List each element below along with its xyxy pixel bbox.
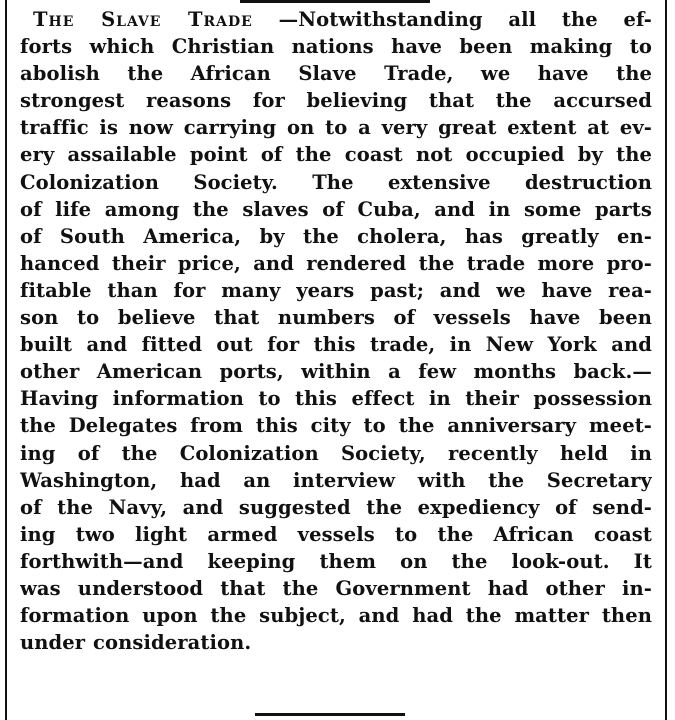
bottom-rule: [255, 713, 405, 716]
column-right-edge: [665, 0, 667, 720]
article-line-3: abolish the African Slave Trade, we have the: [20, 62, 652, 86]
article-line-11: fitable than for many years past; and we have rea-: [20, 278, 652, 302]
article-line-14: other American ports, within a few months back.—: [20, 360, 652, 384]
article-line-23: formation upon the subject, and had the matter then: [20, 604, 652, 628]
top-rule: [240, 0, 430, 3]
article-line-7: Colonization Society. The extensive destruction: [20, 170, 652, 194]
article-line-10: hanced their price, and rendered the trade more pro-: [20, 251, 652, 275]
article-line-22: was understood that the Government had other in-: [20, 576, 652, 600]
article-line-1-text: —Notwithstanding all the ef-: [278, 8, 652, 31]
article-line-24: under consideration.: [20, 631, 252, 655]
article-line-2: forts which Christian nations have been making to: [20, 35, 652, 59]
article-line-9: of South America, by the cholera, has greatly en-: [20, 224, 652, 248]
article-line-15: Having information to this effect in their possession: [20, 387, 652, 411]
article-line-4: strongest reasons for believing that the accursed: [20, 89, 652, 113]
article-line-18: Washington, had an interview with the Secretary: [20, 468, 652, 492]
article-line-16: the Delegates from this city to the anniversary meet-: [20, 414, 652, 438]
article-line-20: ing two light armed vessels to the African coast: [20, 522, 652, 546]
article-line-5: traffic is now carrying on to a very great extent at ev-: [20, 116, 652, 140]
column-left-edge: [5, 0, 7, 720]
article-line-19: of the Navy, and suggested the expediency of send-: [20, 495, 652, 519]
article-line-21: forthwith—and keeping them on the look-out. It: [20, 549, 652, 573]
article-heading: The Slave Trade: [33, 8, 253, 31]
article-line-17: ing of the Colonization Society, recently held in: [20, 441, 652, 465]
article-line-12: son to believe that numbers of vessels have been: [20, 306, 652, 330]
article-line-13: built and fitted out for this trade, in New York and: [20, 333, 652, 357]
article-line-1: [20, 6, 652, 33]
article-line-6: ery assailable point of the coast not occupied by the: [20, 143, 652, 167]
article-body: [20, 6, 652, 656]
article-line-8: of life among the slaves of Cuba, and in some parts: [20, 197, 652, 221]
